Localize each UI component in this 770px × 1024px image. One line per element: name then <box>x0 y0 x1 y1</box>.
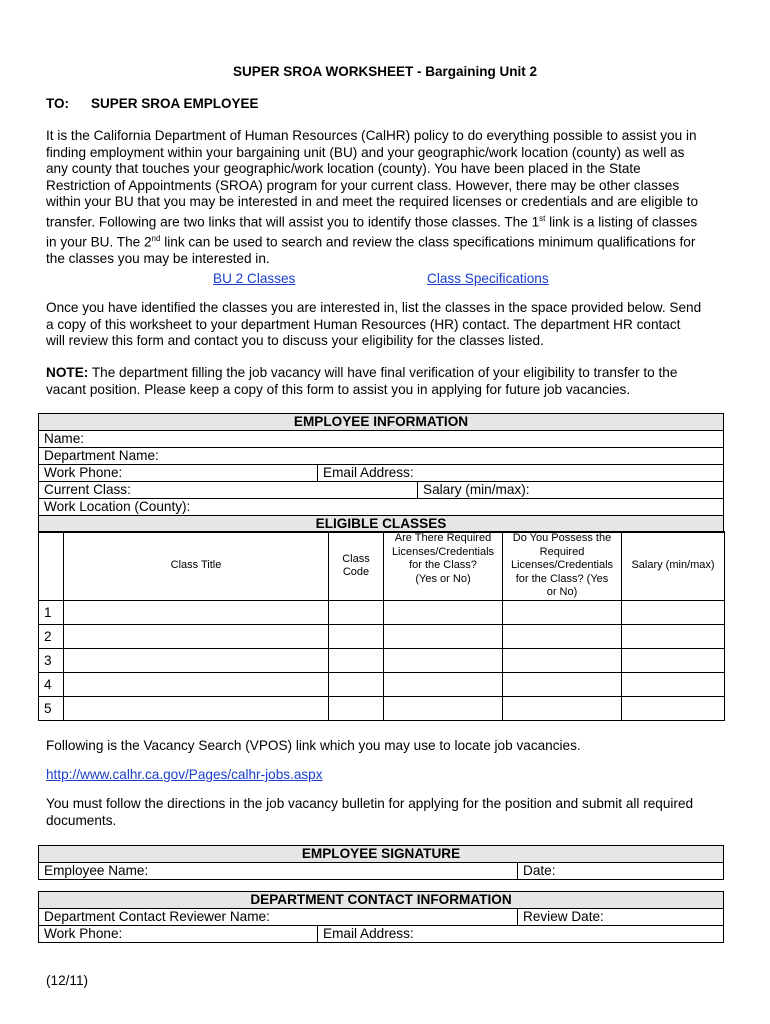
class-title-cell[interactable] <box>64 673 329 697</box>
department-contact-header: DEPARTMENT CONTACT INFORMATION <box>39 892 724 909</box>
required-cell[interactable] <box>384 649 503 673</box>
class-specifications-link[interactable]: Class Specifications <box>427 271 549 286</box>
class-title-cell[interactable] <box>64 625 329 649</box>
class-code-header: Class Code <box>329 532 384 601</box>
instructions-line: a copy of this worksheet to your department Human Resources (HR) contact. The department HR contact <box>46 316 681 332</box>
intro-line: finding employment within your bargaining unit (BU) and your geographic/work location (county) as well as <box>46 144 685 160</box>
revision-date: (12/11) <box>46 973 89 988</box>
class-code-cell[interactable] <box>329 625 384 649</box>
salary-cell[interactable] <box>622 625 725 649</box>
row-number: 5 <box>39 697 64 721</box>
superscript: st <box>539 213 546 223</box>
class-code-cell[interactable] <box>329 649 384 673</box>
intro-paragraph <box>46 128 736 268</box>
possess-cell[interactable] <box>503 697 622 721</box>
row-number: 3 <box>39 649 64 673</box>
employee-signature-header: EMPLOYEE SIGNATURE <box>39 846 724 863</box>
intro-line: any county that touches your geographic/work location (county). You have been placed in the State <box>46 161 641 177</box>
required-cell[interactable] <box>384 673 503 697</box>
contact-email-field[interactable]: Email Address: <box>318 926 724 943</box>
to-value: SUPER SROA EMPLOYEE <box>91 96 259 111</box>
salary-field[interactable]: Salary (min/max): <box>418 482 724 499</box>
vacancy-search-link[interactable]: http://www.calhr.ca.gov/Pages/calhr-jobs.aspx <box>46 767 323 782</box>
possess-licenses-header: Do You Possess the Required Licenses/Credentials for the Class? (Yes or No) <box>503 532 622 601</box>
class-code-cell[interactable] <box>329 601 384 625</box>
required-cell[interactable] <box>384 601 503 625</box>
intro-line <box>46 211 736 231</box>
to-label: TO: <box>46 96 69 111</box>
class-title-cell[interactable] <box>64 697 329 721</box>
instructions-line: will review this form and contact you to discuss your eligibility for the classes listed. <box>46 333 544 349</box>
employee-information-table <box>38 413 724 533</box>
intro-line: the classes you may be interested in. <box>46 251 270 267</box>
note-line: vacant position. Please keep a copy of this form to assist you in applying for future job vacancies. <box>46 381 631 397</box>
eligible-classes-table <box>38 531 725 721</box>
intro-line: It is the California Department of Human Resources (CalHR) policy to do everything possible to assist you in <box>46 128 697 143</box>
class-title-cell[interactable] <box>64 649 329 673</box>
salary-cell[interactable] <box>622 673 725 697</box>
intro-text: transfer. Following are two links that will assist you to identify those classes. The 1 <box>46 214 540 230</box>
bu2-classes-link[interactable]: BU 2 Classes <box>213 271 296 286</box>
possess-cell[interactable] <box>503 601 622 625</box>
department-name-field[interactable]: Department Name: <box>39 448 724 465</box>
salary-cell[interactable] <box>622 649 725 673</box>
follow-paragraph <box>46 796 736 829</box>
eligible-classes-header: ELIGIBLE CLASSES <box>39 516 724 533</box>
contact-work-phone-field[interactable]: Work Phone: <box>39 926 318 943</box>
row-number-header <box>39 532 64 601</box>
employee-information-header: EMPLOYEE INFORMATION <box>39 414 724 431</box>
work-location-field[interactable]: Work Location (County): <box>39 499 724 516</box>
vacancy-text: Following is the Vacancy Search (VPOS) link which you may use to locate job vacancies. <box>46 738 581 753</box>
intro-text: in your BU. The 2 <box>46 234 152 250</box>
note-text: The department filling the job vacancy will have final verification of your eligibility to transfer to the <box>88 365 678 380</box>
required-cell[interactable] <box>384 625 503 649</box>
department-contact-table <box>38 891 724 943</box>
page-title: SUPER SROA WORKSHEET - Bargaining Unit 2 <box>232 64 538 79</box>
class-title-cell[interactable] <box>64 601 329 625</box>
possess-cell[interactable] <box>503 625 622 649</box>
intro-line: Restriction of Appointments (SROA) program for your current class. However, there may be other classes <box>46 177 680 193</box>
intro-text: link is a listing of classes <box>545 214 698 230</box>
class-code-cell[interactable] <box>329 673 384 697</box>
superscript: nd <box>151 234 161 244</box>
required-cell[interactable] <box>384 697 503 721</box>
row-number: 4 <box>39 673 64 697</box>
possess-cell[interactable] <box>503 649 622 673</box>
follow-line: You must follow the directions in the job vacancy bulletin for applying for the position and submit all required <box>46 796 694 811</box>
reviewer-name-field[interactable]: Department Contact Reviewer Name: <box>39 909 518 926</box>
follow-line: documents. <box>46 812 117 828</box>
employee-signature-table <box>38 845 724 880</box>
review-date-field[interactable]: Review Date: <box>518 909 724 926</box>
salary-cell[interactable] <box>622 601 725 625</box>
possess-cell[interactable] <box>503 673 622 697</box>
intro-line <box>46 231 736 251</box>
employee-name-field[interactable]: Employee Name: <box>39 863 518 880</box>
note-paragraph <box>46 365 736 398</box>
intro-text: link can be used to search and review the class specifications minimum qualifications for <box>160 234 696 250</box>
name-field[interactable]: Name: <box>39 431 724 448</box>
row-number: 1 <box>39 601 64 625</box>
salary-cell[interactable] <box>622 697 725 721</box>
instructions-line: Once you have identified the classes you are interested in, list the classes in the space provided below. Send <box>46 300 702 315</box>
note-line <box>46 365 736 382</box>
instructions-paragraph <box>46 300 736 350</box>
email-address-field[interactable]: Email Address: <box>318 465 724 482</box>
date-field[interactable]: Date: <box>518 863 724 880</box>
row-number: 2 <box>39 625 64 649</box>
note-label: NOTE: <box>46 365 89 380</box>
salary-header: Salary (min/max) <box>622 532 725 601</box>
current-class-field[interactable]: Current Class: <box>39 482 418 499</box>
required-licenses-header: Are There Required Licenses/Credentials for the Class? (Yes or No) <box>384 532 503 601</box>
work-phone-field[interactable]: Work Phone: <box>39 465 318 482</box>
intro-line: within your BU that you may be interested in and meet the required licenses or credentials and are eligible to <box>46 194 699 210</box>
class-title-header: Class Title <box>64 532 329 601</box>
class-code-cell[interactable] <box>329 697 384 721</box>
